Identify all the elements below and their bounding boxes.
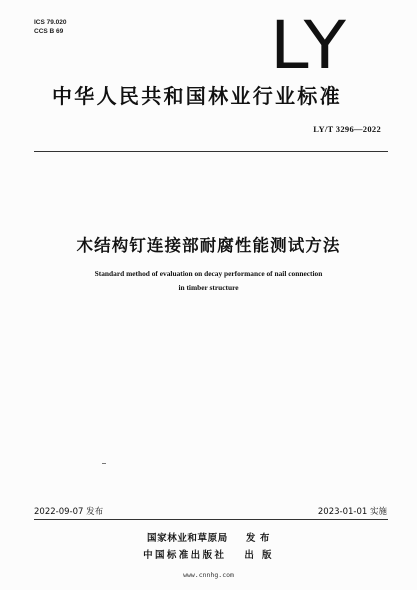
scan-speck: [102, 463, 106, 464]
ly-logo: LY: [270, 7, 351, 84]
effective-date: 2023-01-01 实施: [317, 507, 387, 517]
title-english: [0, 267, 417, 295]
issuer-row-publisher: [0, 530, 417, 544]
issuer-role: 出 版: [244, 550, 274, 561]
watermark-url: www.cnnhg.com: [183, 571, 234, 579]
classification-codes: [34, 18, 67, 36]
issuer-org: 中国标准出版社: [143, 550, 227, 561]
title-english-line-2: in timber structure: [178, 283, 239, 292]
publish-date: 2022-09-07 发布: [34, 507, 104, 517]
ccs-code: CCS B 69: [34, 28, 64, 35]
title-english-line-1: Standard method of evaluation on decay performance of nail connection: [94, 269, 323, 278]
standard-category-name: 中华人民共和国林业行业标准: [52, 84, 342, 108]
standard-code: LY/T 3296—2022: [313, 124, 381, 134]
issuer-org: 国家林业和草原局: [147, 533, 228, 544]
title-chinese: 木结构钉连接部耐腐性能测试方法: [76, 236, 341, 255]
issuer-row-press: [0, 547, 417, 561]
top-divider: [34, 151, 388, 152]
ics-code: ICS 79.020: [34, 19, 67, 26]
bottom-divider: [34, 519, 388, 520]
issuer-role: 发 布: [245, 533, 270, 544]
